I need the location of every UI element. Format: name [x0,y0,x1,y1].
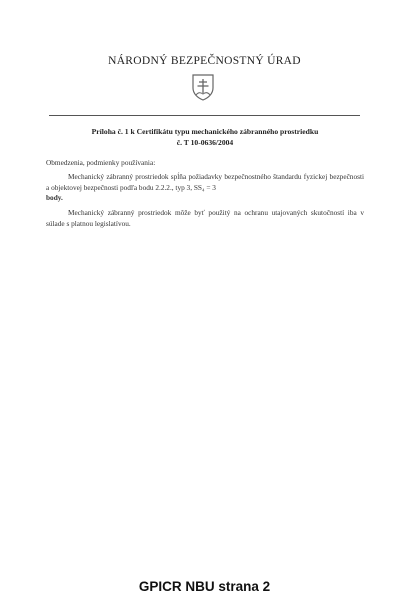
attachment-heading [40,126,370,148]
paragraph-usage-text: Mechanický zábranný prostriedok môže byť použitý na ochranu utajovaných skutočností iba v súlade s platnou legislatívou. [46,208,364,228]
header-divider [49,115,360,116]
paragraph-usage [46,208,364,229]
heading-line-2: č. T 10-0636/2004 [176,138,234,147]
paragraph-standard-bold: body. [46,193,63,202]
paragraph-standard [46,172,364,204]
coat-of-arms-icon [191,73,215,101]
heading-line-1: Príloha č. 1 k Certifikátu typu mechanického zábranného prostriedku [91,127,319,136]
paragraph-standard-text: Mechanický zábranný prostriedok spĺňa požiadavky bezpečnostného štandardu fyzickej bezpečnosti a objektovej bezpečnosti podľa bodu 2.2.2., typ 3, SS₄ = 3 [46,172,364,192]
conditions-intro: Obmedzenia, podmienky používania: [46,158,156,167]
page-caption: GPICR NBU strana 2 [138,579,271,594]
office-title: NÁRODNÝ BEZPEČNOSTNÝ ÚRAD [108,55,301,67]
